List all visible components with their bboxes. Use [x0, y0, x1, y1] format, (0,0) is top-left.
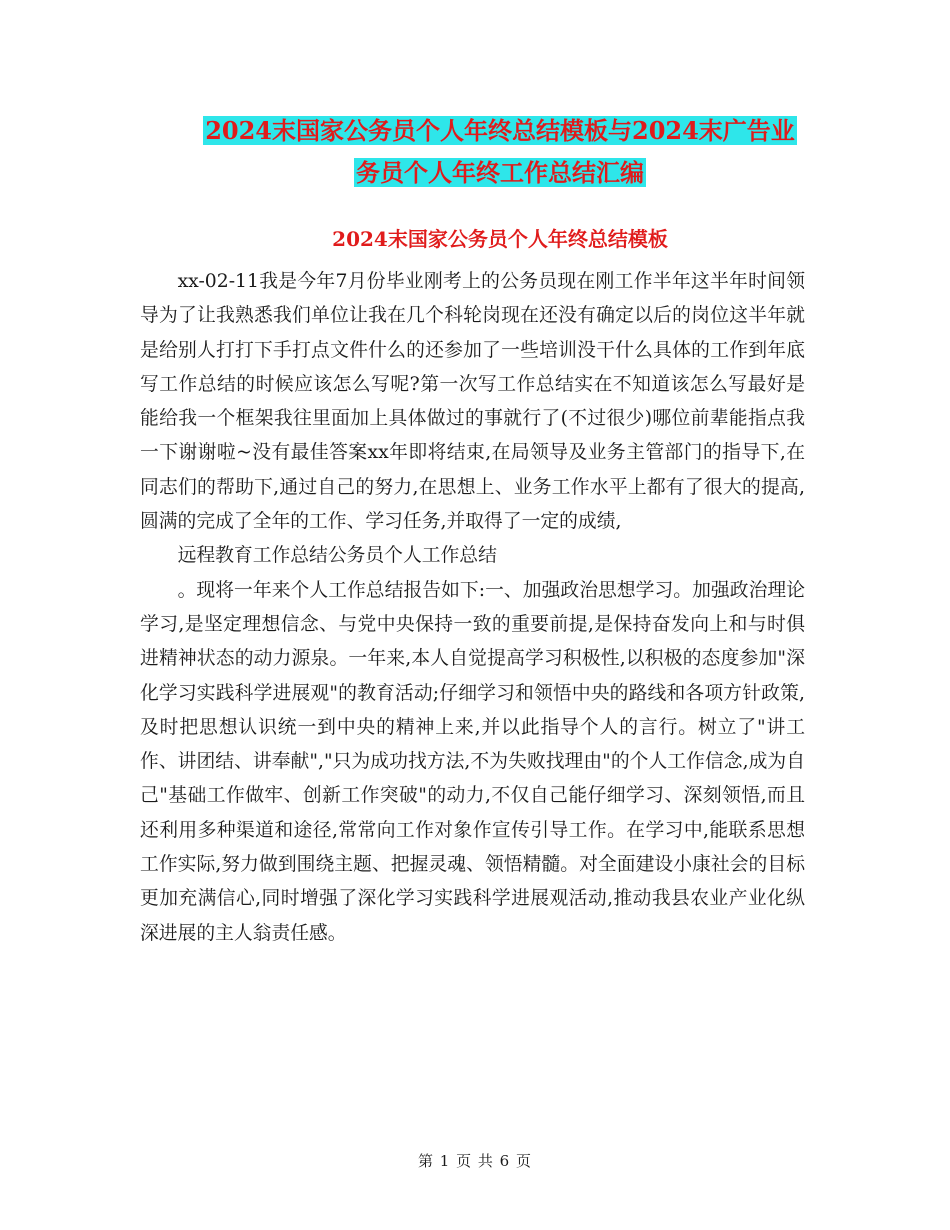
document-body [140, 265, 805, 951]
document-title [140, 110, 860, 194]
page-footer: 第 1 页 共 6 页 [418, 1152, 532, 1170]
paragraph: 远程教育工作总结公务员个人工作总结 [177, 545, 497, 567]
paragraph: xx-02-11我是今年7月份毕业刚考上的公务员现在刚工作半年这半年时间领导为了让我熟悉我们单位让我在几个科轮岗现在还没有确定以后的岗位这半年就是给别人打打下手打点文件什么的还参加了一些培训没干什么具体的工作到年底写工作总结的时候应该怎么写呢?第一次写工作总结实在不知道该怎么写最好是能给我一个框架我往里面加上具体做过的事就行了(不过很少)哪位前辈能指点我一下谢谢啦~没有最佳答案xx年即将结束,在局领导及业务主管部门的指导下,在同志们的帮助下,通过自己的努力,在思想上、业务工作水平上都有了很大的提高,圆满的完成了全年的工作、学习任务,并取得了一定的成绩, [140, 271, 805, 533]
title-line-1: 2024末国家公务员个人年终总结模板与2024末广告业 [205, 116, 795, 145]
title-line-2: 务员个人年终工作总结汇编 [356, 158, 644, 187]
section-title: 2024末国家公务员个人年终总结模板 [332, 227, 668, 251]
paragraph: 。现将一年来个人工作总结报告如下:一、加强政治思想学习。加强政治理论学习,是坚定理想信念、与党中央保持一致的重要前提,是保持奋发向上和与时俱进精神状态的动力源泉。一年来,本人自觉提高学习积极性,以积极的态度参加"深化学习实践科学进展观"的教育活动;仔细学习和领悟中央的路线和各项方针政策,及时把思想认识统一到中央的精神上来,并以此指导个人的言行。树立了"讲工作、讲团结、讲奉献","只为成功找方法,不为失败找理由"的个人工作信念,成为自己"基础工作做牢、创新工作突破"的动力,不仅自己能仔细学习、深刻领悟,而且还利用多种渠道和途径,常常向工作对象作宣传引导工作。在学习中,能联系思想工作实际,努力做到围绕主题、把握灵魂、领悟精髓。对全面建设小康社会的目标更加充满信心,同时增强了深化学习实践科学进展观活动,推动我县农业产业化纵深进展的主人翁责任感。 [140, 579, 805, 944]
